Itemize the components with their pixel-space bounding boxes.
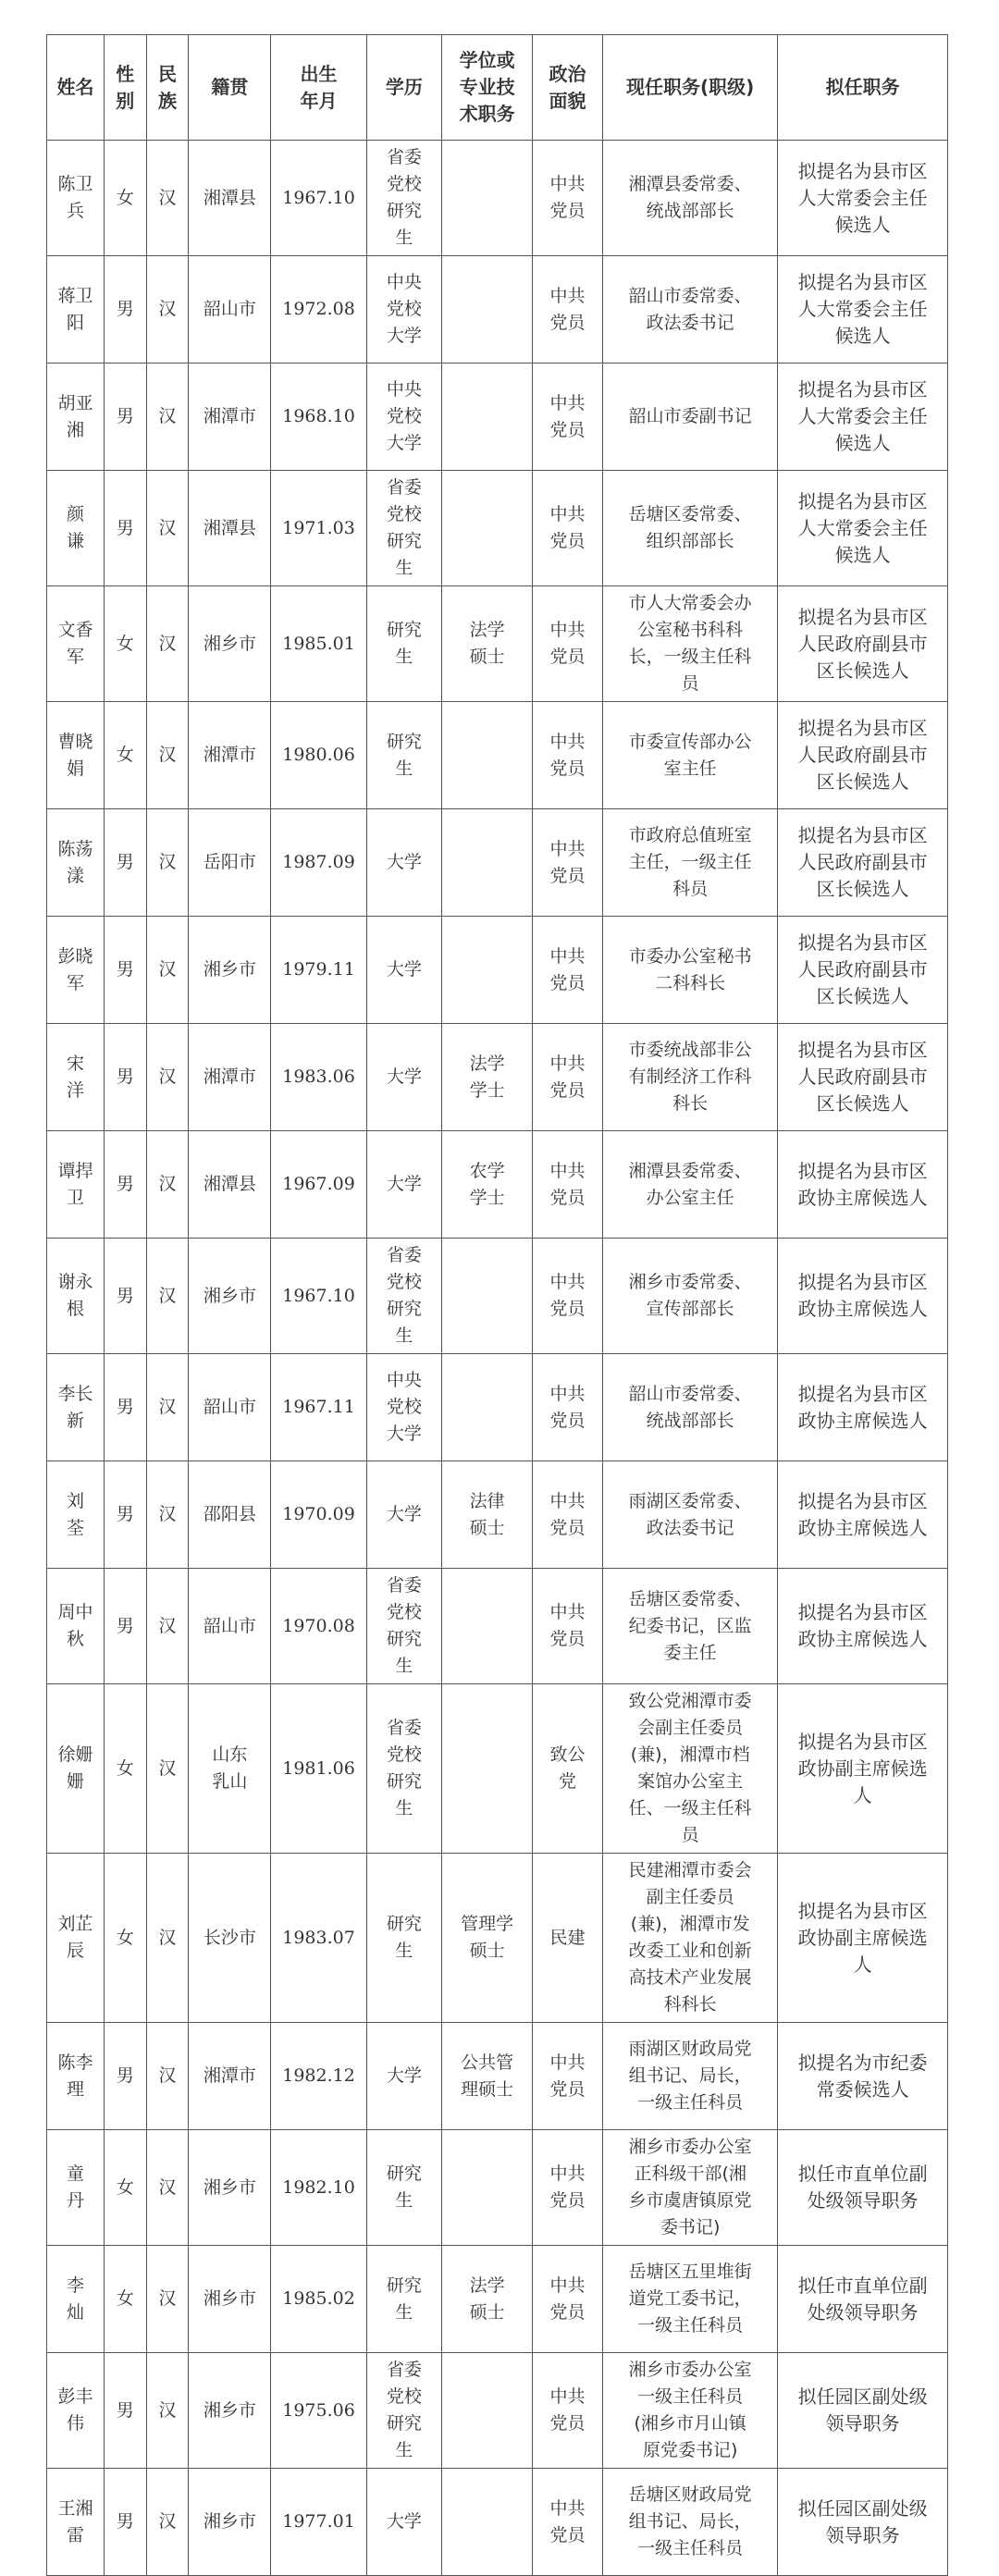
cell-birth: 1970.08 xyxy=(271,1569,366,1684)
cell-party: 中共 党员 xyxy=(533,471,603,586)
cell-name: 谭捍卫 xyxy=(47,1131,105,1239)
table-row xyxy=(47,1684,948,1854)
cell-proposed: 拟提名为县市区 人大常委会主任 候选人 xyxy=(778,364,948,471)
cell-education: 大学 xyxy=(366,917,442,1024)
cell-name: 蒋卫阳 xyxy=(47,256,105,364)
cell-party: 中共 党员 xyxy=(533,1354,603,1461)
cell-gender: 男 xyxy=(104,1131,146,1239)
cell-proposed: 拟提名为县市区 政协主席候选人 xyxy=(778,1131,948,1239)
cell-party: 中共 党员 xyxy=(533,2469,603,2576)
cell-proposed: 拟任市直单位副 处级领导职务 xyxy=(778,2246,948,2353)
cell-ethnicity: 汉 xyxy=(146,471,189,586)
table-row xyxy=(47,1461,948,1569)
table-header xyxy=(47,35,948,141)
cell-gender: 男 xyxy=(104,2469,146,2576)
cell-education: 大学 xyxy=(366,2023,442,2130)
cell-education: 研究 生 xyxy=(366,1854,442,2023)
cell-degree: 管理学 硕士 xyxy=(442,1854,533,2023)
table-row xyxy=(47,471,948,586)
header-name: 姓名 xyxy=(47,35,105,141)
cell-education: 省委 党校 研究 生 xyxy=(366,2353,442,2469)
cell-education: 大学 xyxy=(366,1024,442,1131)
cell-hometown: 岳阳市 xyxy=(189,809,271,917)
table-row xyxy=(47,1854,948,2023)
cell-education: 大学 xyxy=(366,1461,442,1569)
cell-position: 民建湘潭市委会 副主任委员 (兼)，湘潭市发 改委工业和创新 高技术产业发展 科科长 xyxy=(603,1854,778,2023)
cell-position: 致公党湘潭市委 会副主任委员 (兼)，湘潭市档 案馆办公室主 任、一级主任科 员 xyxy=(603,1684,778,1854)
cell-name: 王湘雷 xyxy=(47,2469,105,2576)
table-row xyxy=(47,256,948,364)
cell-party: 中共 党员 xyxy=(533,1461,603,1569)
candidate-table xyxy=(46,34,948,2576)
cell-birth: 1967.11 xyxy=(271,1354,366,1461)
cell-degree xyxy=(442,1239,533,1354)
cell-name: 刘芷辰 xyxy=(47,1854,105,2023)
cell-name: 曹晓娟 xyxy=(47,702,105,809)
cell-hometown: 湘潭市 xyxy=(189,364,271,471)
cell-position: 雨湖区财政局党 组书记、局长， 一级主任科员 xyxy=(603,2023,778,2130)
cell-birth: 1967.10 xyxy=(271,141,366,256)
cell-ethnicity: 汉 xyxy=(146,1569,189,1684)
cell-birth: 1971.03 xyxy=(271,471,366,586)
cell-gender: 女 xyxy=(104,702,146,809)
cell-birth: 1967.10 xyxy=(271,1239,366,1354)
cell-hometown: 湘潭县 xyxy=(189,1131,271,1239)
cell-hometown: 山东 乳山 xyxy=(189,1684,271,1854)
cell-birth: 1982.10 xyxy=(271,2130,366,2246)
cell-party: 中共 党员 xyxy=(533,809,603,917)
cell-position: 岳塘区委常委、 组织部部长 xyxy=(603,471,778,586)
cell-proposed: 拟提名为县市区 人大常委会主任 候选人 xyxy=(778,471,948,586)
table-row xyxy=(47,1354,948,1461)
cell-birth: 1985.02 xyxy=(271,2246,366,2353)
cell-birth: 1979.11 xyxy=(271,917,366,1024)
cell-name: 刘 荃 xyxy=(47,1461,105,1569)
cell-position: 湘潭县委常委、 办公室主任 xyxy=(603,1131,778,1239)
table-row xyxy=(47,1569,948,1684)
cell-birth: 1970.09 xyxy=(271,1461,366,1569)
table-row xyxy=(47,2130,948,2246)
cell-degree xyxy=(442,1684,533,1854)
cell-education: 研究 生 xyxy=(366,2246,442,2353)
cell-name: 徐姗姗 xyxy=(47,1684,105,1854)
cell-hometown: 湘潭市 xyxy=(189,2023,271,2130)
cell-name: 文香军 xyxy=(47,586,105,702)
cell-gender: 男 xyxy=(104,809,146,917)
cell-hometown: 湘潭县 xyxy=(189,141,271,256)
cell-name: 周中秋 xyxy=(47,1569,105,1684)
cell-degree xyxy=(442,364,533,471)
cell-degree xyxy=(442,2353,533,2469)
cell-education: 研究 生 xyxy=(366,586,442,702)
cell-name: 童 丹 xyxy=(47,2130,105,2246)
table-row xyxy=(47,2023,948,2130)
cell-education: 中央 党校 大学 xyxy=(366,1354,442,1461)
cell-position: 湘乡市委常委、 宣传部部长 xyxy=(603,1239,778,1354)
cell-name: 谢永根 xyxy=(47,1239,105,1354)
cell-ethnicity: 汉 xyxy=(146,1854,189,2023)
cell-gender: 男 xyxy=(104,1024,146,1131)
cell-degree xyxy=(442,702,533,809)
cell-position: 岳塘区财政局党 组书记、局长， 一级主任科员 xyxy=(603,2469,778,2576)
cell-ethnicity: 汉 xyxy=(146,1131,189,1239)
cell-name: 彭晓军 xyxy=(47,917,105,1024)
cell-proposed: 拟提名为县市区 人民政府副县市 区长候选人 xyxy=(778,917,948,1024)
cell-ethnicity: 汉 xyxy=(146,256,189,364)
header-birth: 出生 年月 xyxy=(271,35,366,141)
header-ethnicity: 民 族 xyxy=(146,35,189,141)
cell-party: 中共 党员 xyxy=(533,2023,603,2130)
cell-gender: 男 xyxy=(104,471,146,586)
table-row xyxy=(47,2469,948,2576)
cell-ethnicity: 汉 xyxy=(146,364,189,471)
cell-degree xyxy=(442,809,533,917)
cell-position: 市委统战部非公 有制经济工作科 科长 xyxy=(603,1024,778,1131)
table-row xyxy=(47,1239,948,1354)
cell-education: 大学 xyxy=(366,809,442,917)
cell-gender: 女 xyxy=(104,586,146,702)
table-row xyxy=(47,586,948,702)
cell-gender: 女 xyxy=(104,141,146,256)
cell-education: 大学 xyxy=(366,2469,442,2576)
cell-birth: 1983.06 xyxy=(271,1024,366,1131)
cell-education: 省委 党校 研究 生 xyxy=(366,1569,442,1684)
cell-education: 省委 党校 研究 生 xyxy=(366,1684,442,1854)
cell-degree xyxy=(442,141,533,256)
cell-gender: 女 xyxy=(104,1684,146,1854)
cell-education: 中央 党校 大学 xyxy=(366,256,442,364)
cell-proposed: 拟提名为县市区 人民政府副县市 区长候选人 xyxy=(778,809,948,917)
cell-ethnicity: 汉 xyxy=(146,702,189,809)
cell-birth: 1981.06 xyxy=(271,1684,366,1854)
cell-ethnicity: 汉 xyxy=(146,141,189,256)
cell-proposed: 拟提名为县市区 政协副主席候选 人 xyxy=(778,1684,948,1854)
cell-ethnicity: 汉 xyxy=(146,586,189,702)
cell-party: 中共 党员 xyxy=(533,702,603,809)
cell-hometown: 湘乡市 xyxy=(189,2353,271,2469)
cell-degree xyxy=(442,256,533,364)
cell-ethnicity: 汉 xyxy=(146,2130,189,2246)
cell-degree xyxy=(442,2130,533,2246)
cell-birth: 1967.09 xyxy=(271,1131,366,1239)
cell-proposed: 拟提名为县市区 人民政府副县市 区长候选人 xyxy=(778,586,948,702)
table-row xyxy=(47,809,948,917)
cell-ethnicity: 汉 xyxy=(146,2353,189,2469)
cell-ethnicity: 汉 xyxy=(146,1239,189,1354)
cell-position: 市政府总值班室 主任，一级主任 科员 xyxy=(603,809,778,917)
cell-hometown: 湘乡市 xyxy=(189,917,271,1024)
cell-degree xyxy=(442,471,533,586)
cell-ethnicity: 汉 xyxy=(146,1461,189,1569)
cell-position: 市委办公室秘书 二科科长 xyxy=(603,917,778,1024)
cell-proposed: 拟提名为县市区 人民政府副县市 区长候选人 xyxy=(778,702,948,809)
cell-party: 中共 党员 xyxy=(533,1024,603,1131)
table-row xyxy=(47,2246,948,2353)
table-row xyxy=(47,702,948,809)
cell-hometown: 湘潭市 xyxy=(189,1024,271,1131)
cell-ethnicity: 汉 xyxy=(146,2246,189,2353)
cell-position: 市委宣传部办公 室主任 xyxy=(603,702,778,809)
cell-proposed: 拟提名为县市区 人大常委会主任 候选人 xyxy=(778,256,948,364)
cell-position: 湘乡市委办公室 一级主任科员 (湘乡市月山镇 原党委书记) xyxy=(603,2353,778,2469)
cell-party: 中共 党员 xyxy=(533,2353,603,2469)
cell-proposed: 拟任园区副处级 领导职务 xyxy=(778,2469,948,2576)
cell-party: 中共 党员 xyxy=(533,586,603,702)
cell-gender: 男 xyxy=(104,1354,146,1461)
cell-name: 胡亚湘 xyxy=(47,364,105,471)
cell-hometown: 湘潭市 xyxy=(189,702,271,809)
cell-education: 省委 党校 研究 生 xyxy=(366,471,442,586)
cell-degree xyxy=(442,917,533,1024)
table-row xyxy=(47,917,948,1024)
cell-hometown: 湘乡市 xyxy=(189,1239,271,1354)
cell-ethnicity: 汉 xyxy=(146,1684,189,1854)
cell-birth: 1987.09 xyxy=(271,809,366,917)
cell-proposed: 拟提名为市纪委 常委候选人 xyxy=(778,2023,948,2130)
cell-degree: 法学 硕士 xyxy=(442,586,533,702)
cell-position: 韶山市委副书记 xyxy=(603,364,778,471)
cell-proposed: 拟任园区副处级 领导职务 xyxy=(778,2353,948,2469)
cell-gender: 男 xyxy=(104,1461,146,1569)
cell-hometown: 湘乡市 xyxy=(189,2469,271,2576)
header-position: 现任职务(职级) xyxy=(603,35,778,141)
cell-party: 中共 党员 xyxy=(533,1239,603,1354)
cell-position: 雨湖区委常委、 政法委书记 xyxy=(603,1461,778,1569)
cell-gender: 男 xyxy=(104,1569,146,1684)
cell-gender: 女 xyxy=(104,1854,146,2023)
cell-name: 宋 洋 xyxy=(47,1024,105,1131)
cell-name: 陈荡漾 xyxy=(47,809,105,917)
cell-degree: 公共管 理硕士 xyxy=(442,2023,533,2130)
cell-degree: 法学 硕士 xyxy=(442,2246,533,2353)
cell-proposed: 拟提名为县市区 人民政府副县市 区长候选人 xyxy=(778,1024,948,1131)
cell-party: 中共 党员 xyxy=(533,1569,603,1684)
cell-ethnicity: 汉 xyxy=(146,2023,189,2130)
cell-position: 岳塘区委常委、 纪委书记，区监 委主任 xyxy=(603,1569,778,1684)
cell-proposed: 拟提名为县市区 政协主席候选人 xyxy=(778,1239,948,1354)
cell-position: 岳塘区五里堆街 道党工委书记， 一级主任科员 xyxy=(603,2246,778,2353)
cell-name: 李 灿 xyxy=(47,2246,105,2353)
header-hometown: 籍贯 xyxy=(189,35,271,141)
cell-party: 中共 党员 xyxy=(533,2246,603,2353)
cell-name: 陈李理 xyxy=(47,2023,105,2130)
cell-proposed: 拟提名为县市区 政协副主席候选 人 xyxy=(778,1854,948,2023)
cell-degree: 法学 学士 xyxy=(442,1024,533,1131)
cell-hometown: 长沙市 xyxy=(189,1854,271,2023)
cell-birth: 1972.08 xyxy=(271,256,366,364)
cell-degree xyxy=(442,1354,533,1461)
cell-gender: 女 xyxy=(104,2130,146,2246)
cell-education: 大学 xyxy=(366,1131,442,1239)
cell-party: 中共 党员 xyxy=(533,917,603,1024)
cell-ethnicity: 汉 xyxy=(146,2469,189,2576)
cell-ethnicity: 汉 xyxy=(146,1024,189,1131)
cell-name: 李长新 xyxy=(47,1354,105,1461)
cell-party: 中共 党员 xyxy=(533,256,603,364)
cell-birth: 1968.10 xyxy=(271,364,366,471)
cell-party: 中共 党员 xyxy=(533,1131,603,1239)
cell-hometown: 湘潭县 xyxy=(189,471,271,586)
cell-name: 颜 谦 xyxy=(47,471,105,586)
cell-gender: 男 xyxy=(104,2023,146,2130)
cell-party: 中共 党员 xyxy=(533,2130,603,2246)
cell-education: 研究 生 xyxy=(366,2130,442,2246)
cell-hometown: 湘乡市 xyxy=(189,2246,271,2353)
cell-proposed: 拟提名为县市区 政协主席候选人 xyxy=(778,1461,948,1569)
cell-ethnicity: 汉 xyxy=(146,1354,189,1461)
cell-education: 研究 生 xyxy=(366,702,442,809)
cell-ethnicity: 汉 xyxy=(146,917,189,1024)
header-gender: 性 别 xyxy=(104,35,146,141)
cell-hometown: 韶山市 xyxy=(189,1569,271,1684)
cell-party: 致公 党 xyxy=(533,1684,603,1854)
cell-gender: 男 xyxy=(104,256,146,364)
cell-degree xyxy=(442,1569,533,1684)
cell-position: 湘潭县委常委、 统战部部长 xyxy=(603,141,778,256)
cell-education: 中央 党校 大学 xyxy=(366,364,442,471)
cell-party: 民建 xyxy=(533,1854,603,2023)
cell-party: 中共 党员 xyxy=(533,364,603,471)
cell-name: 陈卫兵 xyxy=(47,141,105,256)
cell-birth: 1982.12 xyxy=(271,2023,366,2130)
cell-hometown: 湘乡市 xyxy=(189,2130,271,2246)
cell-hometown: 邵阳县 xyxy=(189,1461,271,1569)
cell-ethnicity: 汉 xyxy=(146,809,189,917)
cell-birth: 1983.07 xyxy=(271,1854,366,2023)
cell-proposed: 拟提名为县市区 政协主席候选人 xyxy=(778,1569,948,1684)
cell-position: 市人大常委会办 公室秘书科科 长，一级主任科 员 xyxy=(603,586,778,702)
header-degree: 学位或 专业技 术职务 xyxy=(442,35,533,141)
table-body xyxy=(47,141,948,2576)
header-proposed: 拟任职务 xyxy=(778,35,948,141)
cell-birth: 1980.06 xyxy=(271,702,366,809)
cell-gender: 男 xyxy=(104,1239,146,1354)
table-row xyxy=(47,2353,948,2469)
cell-education: 省委 党校 研究 生 xyxy=(366,141,442,256)
cell-gender: 女 xyxy=(104,2246,146,2353)
cell-hometown: 韶山市 xyxy=(189,256,271,364)
cell-position: 韶山市委常委、 统战部部长 xyxy=(603,1354,778,1461)
table-row xyxy=(47,1131,948,1239)
cell-position: 湘乡市委办公室 正科级干部(湘 乡市虞唐镇原党 委书记) xyxy=(603,2130,778,2246)
cell-name: 彭丰伟 xyxy=(47,2353,105,2469)
cell-party: 中共 党员 xyxy=(533,141,603,256)
cell-degree xyxy=(442,2469,533,2576)
table-row xyxy=(47,364,948,471)
table-row xyxy=(47,1024,948,1131)
cell-gender: 男 xyxy=(104,917,146,1024)
header-row xyxy=(47,35,948,141)
cell-proposed: 拟提名为县市区 人大常委会主任 候选人 xyxy=(778,141,948,256)
cell-gender: 男 xyxy=(104,364,146,471)
cell-degree: 法律 硕士 xyxy=(442,1461,533,1569)
cell-hometown: 韶山市 xyxy=(189,1354,271,1461)
table-row xyxy=(47,141,948,256)
cell-birth: 1977.01 xyxy=(271,2469,366,2576)
cell-position: 韶山市委常委、 政法委书记 xyxy=(603,256,778,364)
cell-birth: 1975.06 xyxy=(271,2353,366,2469)
cell-degree: 农学 学士 xyxy=(442,1131,533,1239)
cell-hometown: 湘乡市 xyxy=(189,586,271,702)
cell-proposed: 拟任市直单位副 处级领导职务 xyxy=(778,2130,948,2246)
cell-gender: 男 xyxy=(104,2353,146,2469)
cell-birth: 1985.01 xyxy=(271,586,366,702)
header-party: 政治 面貌 xyxy=(533,35,603,141)
cell-proposed: 拟提名为县市区 政协主席候选人 xyxy=(778,1354,948,1461)
header-education: 学历 xyxy=(366,35,442,141)
cell-education: 省委 党校 研究 生 xyxy=(366,1239,442,1354)
